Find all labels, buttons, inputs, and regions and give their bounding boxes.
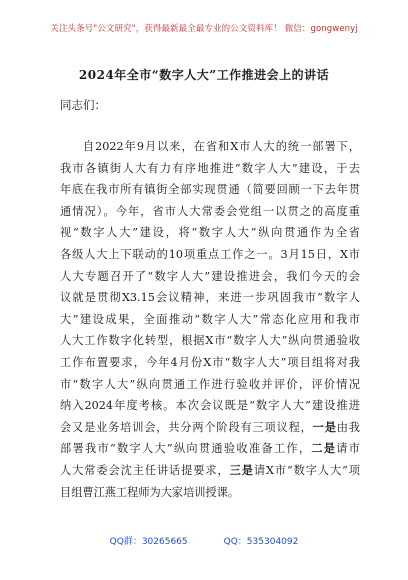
paragraph-line [60, 309, 360, 331]
paragraph-line [60, 136, 360, 158]
paragraph-line [60, 158, 360, 180]
line-text: 工作布置要求，今年4月份X市“数字人大”项目组将对我 [60, 355, 360, 369]
paragraph-line [60, 287, 360, 309]
line-text: 自2022年9月以来，在省和X市人大的统一部署下， [83, 140, 360, 153]
agenda-marker: 二是 [311, 441, 337, 456]
line-text: 人大常委会沈主任讲话提要求， [60, 463, 230, 477]
agenda-marker: 一是 [312, 419, 337, 434]
paragraph-line [60, 395, 360, 417]
paragraph-line [60, 179, 360, 201]
line-text: 通情况）。今年，省市人大常委会党组一以贯之的高度重 [60, 204, 360, 218]
paragraph-line [60, 417, 360, 439]
line-text: 纳入2024年度考核。本次会议既是“数字人大”建设推进 [60, 399, 360, 413]
paragraph-line [60, 374, 360, 396]
paragraph-line [60, 352, 360, 374]
paragraph-line [60, 201, 360, 223]
line-text: 人大工作数字化转型，根据X市“数字人大”纵向贯通验收 [60, 334, 360, 348]
paragraph-line [60, 460, 360, 482]
line-text: 各级人大上下联动的10项重点工作之一。3月15日，X市 [60, 247, 360, 261]
footer-qq-number: QQ：535304092 [223, 537, 299, 547]
line-text: 年底在我市所有镇街全部实现贯通（简要回顾一下去年贯 [60, 183, 360, 197]
line-text: 人大专题召开了“数字人大”建设推进会，我们今天的会 [60, 269, 360, 283]
paragraph-line [60, 482, 360, 504]
line-text: 部署我市“数字人大”纵向贯通验收准备工作， [60, 442, 312, 456]
line-text: 由我 [336, 420, 360, 434]
salutation: 同志们： [60, 98, 106, 112]
paragraph-line [60, 266, 360, 288]
header-promo-note: 关注头条号"公文研究"，获得最新最全最专业的公文资料库！ 微信：gongwenyj [50, 24, 358, 34]
line-text: 大”建设成果，全面推动“数字人大”常态化应用和我市 [60, 312, 360, 326]
paragraph-line [60, 330, 360, 352]
body-paragraph [60, 136, 360, 503]
line-text: 请市 [336, 442, 360, 456]
agenda-marker: 三是 [229, 462, 254, 477]
footer-qq-group: QQ群：30265665 [109, 537, 188, 547]
line-text: 视“数字人大”建设，将“数字人大”纵向贯通作为全省 [60, 226, 360, 240]
line-text: 目组曹江燕工程师为大家培训授课。 [60, 485, 240, 499]
line-text: 议就是贯彻X3.15会议精神，来进一步巩固我市“数字人 [60, 291, 360, 305]
line-text: 市“数字人大”纵向贯通工作进行验收并评价，评价情况 [60, 377, 360, 391]
paragraph-line [60, 244, 360, 266]
paragraph-line [60, 438, 360, 460]
line-text: 请X市“数字人大”项 [253, 463, 360, 477]
line-text: 我市各镇街人大有力有序地推进“数字人大”建设，于去 [60, 161, 360, 175]
document-title: 2024年全市“数字人大”工作推进会上的讲话 [78, 68, 330, 82]
paragraph-line [60, 222, 360, 244]
line-text: 会又是业务培训会，共分两个阶段有三项议程， [60, 420, 313, 434]
footer-contact [0, 534, 408, 547]
